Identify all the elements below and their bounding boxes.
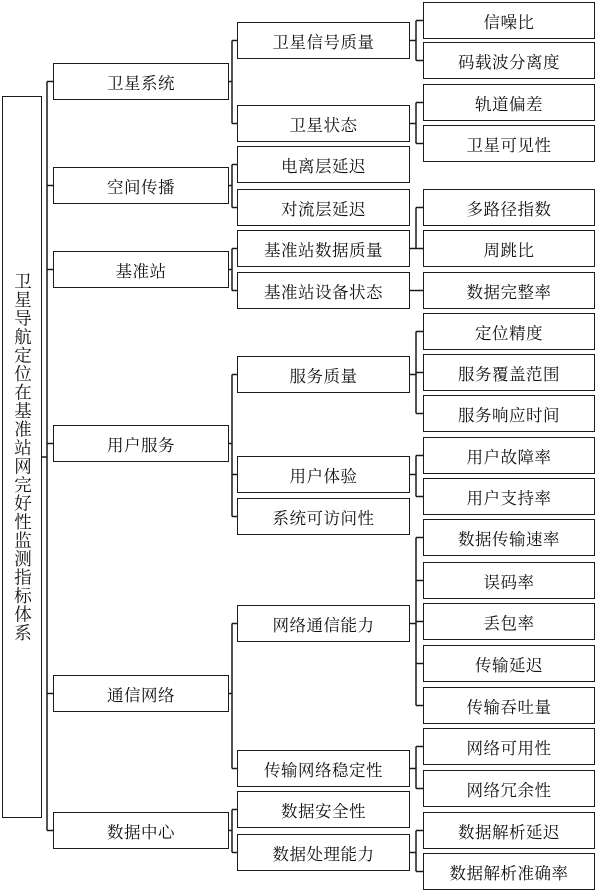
indicator-node (423, 478, 595, 515)
indicator-node-label: 多路径指数 (466, 199, 552, 219)
indicator-node (423, 125, 595, 162)
subcategory-node (237, 791, 410, 828)
indicator-node (423, 812, 595, 849)
indicator-node-label: 用户故障率 (466, 447, 552, 467)
subcategory-node-label: 系统可访问性 (272, 508, 375, 528)
indicator-node (423, 189, 595, 226)
indicator-node-label: 网络冗余性 (466, 780, 552, 800)
subcategory-node-label: 卫星状态 (289, 115, 358, 135)
indicator-node-label: 数据传输速率 (458, 529, 560, 549)
indicator-node-label: 数据完整率 (466, 282, 552, 302)
category-node-label: 通信网络 (107, 685, 175, 705)
subcategory-node (237, 146, 410, 183)
category-node-label: 基准站 (115, 261, 167, 281)
subcategory-node (237, 605, 410, 642)
category-node (53, 425, 229, 462)
indicator-node (423, 519, 595, 556)
indicator-node (423, 2, 595, 39)
indicator-node-label: 服务覆盖范围 (458, 364, 560, 384)
category-node-label: 数据中心 (107, 822, 175, 842)
root-node (2, 96, 42, 818)
root-label: 卫星导航定位在基准站网完好性监测指标体系 (11, 272, 32, 642)
indicator-node (423, 354, 595, 391)
indicator-node (423, 437, 595, 474)
category-node (53, 251, 229, 288)
category-node-label: 空间传播 (107, 177, 175, 197)
indicator-node-label: 用户支持率 (466, 488, 552, 508)
indicator-node-label: 服务响应时间 (458, 405, 560, 425)
indicator-node (423, 272, 595, 309)
indicator-node (423, 645, 595, 682)
subcategory-node-label: 用户体验 (289, 466, 358, 486)
indicator-node-label: 传输延迟 (475, 655, 543, 675)
indicator-node-label: 定位精度 (475, 323, 543, 343)
indicator-node-label: 码载波分离度 (458, 52, 560, 72)
subcategory-node (237, 189, 410, 226)
subcategory-node-label: 服务质量 (289, 366, 358, 386)
subcategory-node-label: 卫星信号质量 (272, 32, 375, 52)
indicator-node-label: 数据解析准确率 (449, 863, 569, 883)
indicator-node-label: 网络可用性 (466, 738, 552, 758)
indicator-node (423, 687, 595, 724)
subcategory-node (237, 272, 410, 309)
indicator-node-label: 误码率 (483, 572, 535, 592)
subcategory-node-label: 基准站数据质量 (264, 240, 383, 260)
indicator-node-label: 数据解析延迟 (458, 822, 560, 842)
subcategory-node (237, 834, 410, 871)
indicator-node (423, 84, 595, 121)
indicator-node-label: 轨道偏差 (475, 94, 543, 114)
indicator-node-label: 信噪比 (483, 12, 535, 32)
subcategory-node-label: 数据安全性 (281, 801, 366, 821)
category-node (53, 63, 229, 100)
category-node-label: 用户服务 (107, 435, 175, 455)
category-node-label: 卫星系统 (107, 73, 175, 93)
category-node (53, 675, 229, 712)
indicator-node (423, 728, 595, 765)
indicator-node (423, 770, 595, 807)
subcategory-node (237, 356, 410, 393)
indicator-node-label: 丢包率 (483, 613, 535, 633)
subcategory-node-label: 电离层延迟 (281, 156, 366, 176)
indicator-node (423, 313, 595, 350)
subcategory-node-label: 基准站设备状态 (264, 282, 383, 302)
subcategory-node-label: 传输网络稳定性 (264, 760, 383, 780)
subcategory-node (237, 22, 410, 59)
subcategory-node-label: 网络通信能力 (272, 615, 375, 635)
subcategory-node-label: 对流层延迟 (281, 199, 366, 219)
subcategory-node (237, 750, 410, 787)
indicator-node-label: 传输吞吐量 (466, 697, 552, 717)
indicator-node-label: 卫星可见性 (466, 135, 552, 155)
indicator-node (423, 42, 595, 79)
subcategory-node (237, 498, 410, 535)
indicator-node-label: 周跳比 (483, 240, 535, 260)
category-node (53, 167, 229, 204)
indicator-node (423, 395, 595, 432)
indicator-node (423, 230, 595, 267)
indicator-node (423, 853, 595, 890)
indicator-node (423, 603, 595, 640)
subcategory-node (237, 456, 410, 493)
subcategory-node-label: 数据处理能力 (272, 844, 375, 864)
indicator-node (423, 562, 595, 599)
subcategory-node (237, 230, 410, 267)
subcategory-node (237, 105, 410, 142)
category-node (53, 812, 229, 849)
